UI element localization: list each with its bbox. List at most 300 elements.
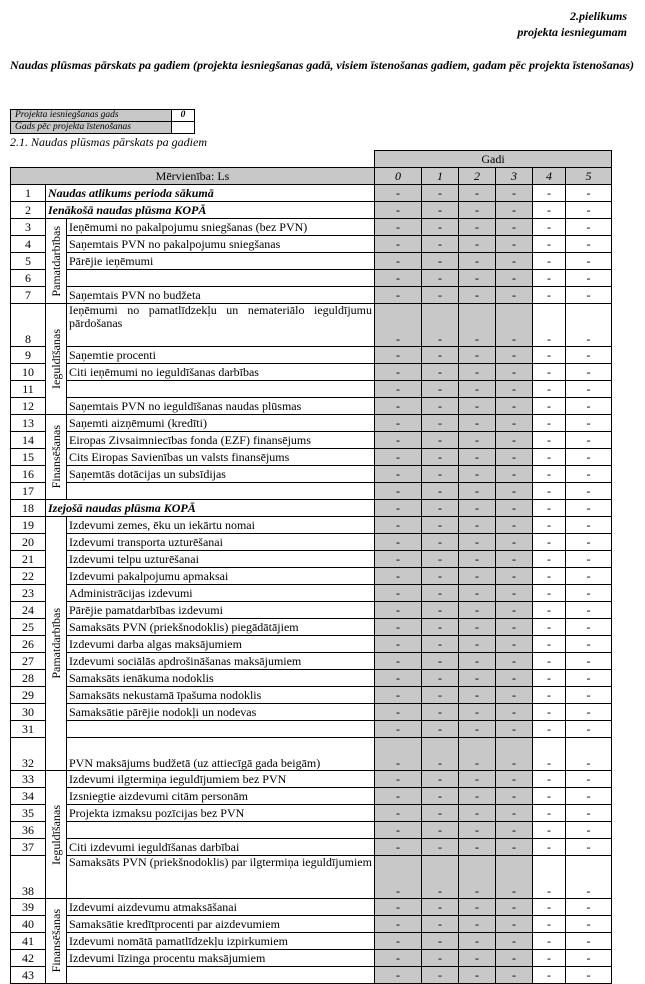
value-cell[interactable]: - (375, 771, 422, 788)
value-cell[interactable]: - (496, 202, 533, 219)
value-cell[interactable]: - (422, 287, 459, 304)
value-cell[interactable]: - (566, 517, 612, 534)
value-cell[interactable]: - (375, 415, 422, 432)
value-cell[interactable]: - (566, 568, 612, 585)
row-label: Ieņēmumi no pakalpojumu sniegšanas (bez PVN) (67, 219, 375, 236)
row-number: 37 (11, 839, 46, 856)
value-cell[interactable]: - (533, 653, 566, 670)
value-cell[interactable]: - (533, 500, 566, 517)
value-cell[interactable]: - (533, 415, 566, 432)
years-header: Gadi (375, 151, 612, 168)
value-cell[interactable]: - (566, 364, 612, 381)
value-cell[interactable]: - (459, 916, 496, 933)
value-cell[interactable]: - (566, 653, 612, 670)
value-cell[interactable]: - (422, 619, 459, 636)
value-cell[interactable]: - (496, 236, 533, 253)
value-cell[interactable]: - (459, 534, 496, 551)
value-cell[interactable]: - (496, 568, 533, 585)
value-cell[interactable]: - (375, 585, 422, 602)
row-label: Izsniegtie aizdevumi citām personām (67, 788, 375, 805)
value-cell[interactable]: - (496, 916, 533, 933)
value-cell[interactable]: - (533, 687, 566, 704)
value-cell[interactable]: - (422, 364, 459, 381)
value-cell[interactable]: - (533, 636, 566, 653)
value-cell[interactable]: - (375, 670, 422, 687)
value-cell[interactable]: - (375, 704, 422, 721)
value-cell[interactable]: - (496, 398, 533, 415)
row-number: 20 (11, 534, 46, 551)
value-cell[interactable]: - (566, 551, 612, 568)
value-cell[interactable]: - (566, 270, 612, 287)
value-cell[interactable]: - (422, 704, 459, 721)
value-cell[interactable]: - (375, 534, 422, 551)
row-number: 29 (11, 687, 46, 704)
table-row (11, 270, 612, 287)
value-cell[interactable]: - (533, 236, 566, 253)
row-label: Izdevumi nomātā pamatlīdzekļu izpirkumiem (67, 933, 375, 950)
value-cell[interactable]: - (459, 287, 496, 304)
value-cell[interactable]: - (496, 381, 533, 398)
value-cell[interactable]: - (533, 670, 566, 687)
value-cell[interactable]: - (375, 466, 422, 483)
value-cell[interactable]: - (375, 304, 422, 347)
value-cell[interactable]: - (459, 950, 496, 967)
value-cell[interactable]: - (375, 738, 422, 771)
value-cell[interactable]: - (533, 466, 566, 483)
value-cell[interactable]: - (566, 236, 612, 253)
table-row (11, 534, 612, 551)
value-cell[interactable]: - (459, 347, 496, 364)
value-cell[interactable]: - (422, 381, 459, 398)
value-cell[interactable]: - (459, 738, 496, 771)
value-cell[interactable]: - (496, 585, 533, 602)
value-cell[interactable]: - (566, 950, 612, 967)
value-cell[interactable]: - (566, 432, 612, 449)
value-cell[interactable]: - (496, 415, 533, 432)
value-cell[interactable]: - (496, 347, 533, 364)
value-cell[interactable]: - (533, 270, 566, 287)
value-cell[interactable]: - (459, 381, 496, 398)
value-cell[interactable]: - (459, 304, 496, 347)
value-cell[interactable]: - (375, 805, 422, 822)
value-cell[interactable]: - (422, 253, 459, 270)
row-number: 34 (11, 788, 46, 805)
value-cell[interactable]: - (566, 202, 612, 219)
row-label: Cits Eiropas Savienības un valsts finansējums (67, 449, 375, 466)
table-row (11, 500, 612, 517)
value-cell[interactable]: - (496, 670, 533, 687)
value-cell[interactable]: - (422, 721, 459, 738)
value-cell[interactable]: - (375, 899, 422, 916)
value-cell[interactable]: - (459, 398, 496, 415)
value-cell[interactable]: - (422, 415, 459, 432)
value-cell[interactable]: - (566, 449, 612, 466)
group-label: Ieguldīšanas (46, 771, 67, 899)
row-number: 9 (11, 347, 46, 364)
value-cell[interactable]: - (459, 839, 496, 856)
value-cell[interactable]: - (422, 822, 459, 839)
value-cell[interactable]: - (566, 687, 612, 704)
row-label (67, 967, 375, 984)
row-number: 7 (11, 287, 46, 304)
value-cell[interactable]: - (566, 500, 612, 517)
value-cell[interactable]: - (459, 551, 496, 568)
table-row (11, 398, 612, 415)
value-cell[interactable]: - (533, 219, 566, 236)
value-cell[interactable]: - (375, 219, 422, 236)
row-label: Izdevumi ilgtermiņa ieguldījumiem bez PVN (67, 771, 375, 788)
value-cell[interactable]: - (566, 738, 612, 771)
value-cell[interactable]: - (422, 899, 459, 916)
value-cell[interactable]: - (496, 534, 533, 551)
value-cell[interactable]: - (422, 202, 459, 219)
value-cell[interactable]: - (566, 602, 612, 619)
value-cell[interactable]: - (496, 805, 533, 822)
value-cell[interactable]: - (459, 449, 496, 466)
value-cell[interactable]: - (422, 687, 459, 704)
value-cell[interactable]: - (496, 856, 533, 899)
value-cell[interactable]: - (566, 466, 612, 483)
value-cell[interactable]: - (459, 483, 496, 500)
value-cell[interactable]: - (566, 933, 612, 950)
value-cell[interactable]: - (459, 185, 496, 202)
value-cell[interactable]: - (375, 916, 422, 933)
value-cell[interactable]: - (422, 839, 459, 856)
row-number: 23 (11, 585, 46, 602)
value-cell[interactable]: - (533, 517, 566, 534)
value-cell[interactable]: - (496, 432, 533, 449)
value-cell[interactable]: - (459, 670, 496, 687)
value-cell[interactable]: - (459, 933, 496, 950)
value-cell[interactable]: - (533, 185, 566, 202)
value-cell[interactable]: - (566, 771, 612, 788)
value-cell[interactable]: - (422, 602, 459, 619)
row-number: 32 (11, 738, 46, 771)
row-number: 18 (11, 500, 46, 517)
value-cell[interactable]: - (375, 185, 422, 202)
value-cell[interactable]: - (496, 364, 533, 381)
value-cell[interactable]: - (422, 805, 459, 822)
value-cell[interactable]: - (422, 270, 459, 287)
value-cell[interactable]: - (375, 967, 422, 984)
value-cell[interactable]: - (375, 619, 422, 636)
value-cell[interactable]: - (496, 721, 533, 738)
table-row (11, 236, 612, 253)
value-cell[interactable]: - (375, 364, 422, 381)
value-cell[interactable]: - (422, 185, 459, 202)
value-cell[interactable]: - (422, 517, 459, 534)
row-label: Samaksātie kredītprocenti par aizdevumiem (67, 916, 375, 933)
value-cell[interactable]: - (496, 253, 533, 270)
table-row (11, 771, 612, 788)
value-cell[interactable]: - (459, 721, 496, 738)
value-cell[interactable]: - (496, 653, 533, 670)
value-cell[interactable]: - (496, 287, 533, 304)
value-cell[interactable]: - (459, 253, 496, 270)
value-cell[interactable]: - (566, 967, 612, 984)
value-cell[interactable]: - (375, 483, 422, 500)
value-cell[interactable]: - (375, 933, 422, 950)
value-cell[interactable]: - (533, 364, 566, 381)
value-cell[interactable]: - (375, 950, 422, 967)
value-cell[interactable]: - (422, 219, 459, 236)
value-cell[interactable]: - (375, 721, 422, 738)
value-cell[interactable]: - (375, 236, 422, 253)
value-cell[interactable]: - (422, 585, 459, 602)
value-cell[interactable]: - (496, 500, 533, 517)
value-cell[interactable]: - (566, 899, 612, 916)
value-cell[interactable]: - (496, 185, 533, 202)
row-number: 31 (11, 721, 46, 738)
value-cell[interactable]: - (566, 805, 612, 822)
row-label: Izdevumi telpu uzturēšanai (67, 551, 375, 568)
value-cell[interactable]: - (375, 500, 422, 517)
value-cell[interactable]: - (375, 687, 422, 704)
value-cell[interactable]: - (533, 899, 566, 916)
row-number: 8 (11, 304, 46, 347)
value-cell[interactable]: - (533, 585, 566, 602)
value-cell[interactable]: - (496, 738, 533, 771)
value-cell[interactable]: - (496, 687, 533, 704)
value-cell[interactable]: - (459, 704, 496, 721)
value-cell[interactable]: - (533, 253, 566, 270)
value-cell[interactable]: - (422, 398, 459, 415)
value-cell[interactable]: - (422, 466, 459, 483)
row-label: Ieņēmumi no pamatlīdzekļu un nemateriālo ieguldījumu pārdošanas (67, 304, 375, 347)
value-cell[interactable]: - (422, 500, 459, 517)
value-cell[interactable]: - (496, 551, 533, 568)
value-cell[interactable]: - (566, 304, 612, 347)
value-cell[interactable]: - (375, 788, 422, 805)
value-cell[interactable]: - (566, 219, 612, 236)
value-cell[interactable]: - (375, 636, 422, 653)
value-cell[interactable]: - (459, 568, 496, 585)
table-row (11, 551, 612, 568)
value-cell[interactable]: - (459, 500, 496, 517)
value-cell[interactable]: - (566, 483, 612, 500)
value-cell[interactable]: - (533, 788, 566, 805)
table-row (11, 466, 612, 483)
value-cell[interactable]: - (375, 602, 422, 619)
value-cell[interactable]: - (533, 483, 566, 500)
value-cell[interactable]: - (459, 636, 496, 653)
value-cell[interactable]: - (422, 304, 459, 347)
value-cell[interactable]: - (375, 517, 422, 534)
value-cell[interactable]: - (375, 432, 422, 449)
value-cell[interactable]: - (496, 602, 533, 619)
value-cell[interactable]: - (566, 287, 612, 304)
value-cell[interactable]: - (566, 788, 612, 805)
row-number: 40 (11, 916, 46, 933)
value-cell[interactable]: - (533, 568, 566, 585)
value-cell[interactable]: - (533, 619, 566, 636)
value-cell[interactable]: - (422, 568, 459, 585)
value-cell[interactable]: - (496, 950, 533, 967)
row-label: Saņemtais PVN no ieguldīšanas naudas plūsmas (67, 398, 375, 415)
value-cell[interactable]: - (459, 364, 496, 381)
value-cell[interactable]: - (533, 822, 566, 839)
value-cell[interactable]: - (459, 899, 496, 916)
value-cell[interactable]: - (496, 704, 533, 721)
value-cell[interactable]: - (566, 822, 612, 839)
value-cell[interactable]: - (533, 534, 566, 551)
value-cell[interactable]: - (422, 933, 459, 950)
value-cell[interactable]: - (533, 839, 566, 856)
value-cell[interactable]: - (422, 916, 459, 933)
value-cell[interactable]: - (533, 721, 566, 738)
value-cell[interactable]: - (496, 466, 533, 483)
value-cell[interactable]: - (496, 967, 533, 984)
value-cell[interactable]: - (459, 236, 496, 253)
value-cell[interactable]: - (533, 738, 566, 771)
value-cell[interactable]: - (566, 585, 612, 602)
value-cell[interactable]: - (459, 619, 496, 636)
value-cell[interactable]: - (459, 687, 496, 704)
year-header: 4 (533, 168, 566, 185)
value-cell[interactable]: - (566, 916, 612, 933)
value-cell[interactable]: - (459, 432, 496, 449)
value-cell[interactable]: - (566, 534, 612, 551)
value-cell[interactable]: - (459, 856, 496, 899)
value-cell[interactable]: - (375, 551, 422, 568)
value-cell[interactable]: - (375, 856, 422, 899)
value-cell[interactable]: - (496, 304, 533, 347)
value-cell[interactable]: - (375, 287, 422, 304)
table-row (11, 839, 612, 856)
value-cell[interactable]: - (533, 449, 566, 466)
value-cell[interactable]: - (566, 415, 612, 432)
value-cell[interactable]: - (459, 771, 496, 788)
value-cell[interactable]: - (533, 432, 566, 449)
value-cell[interactable]: - (459, 602, 496, 619)
value-cell[interactable]: - (566, 381, 612, 398)
row-number: 38 (11, 856, 46, 899)
value-cell[interactable]: - (496, 933, 533, 950)
value-cell[interactable]: - (375, 253, 422, 270)
value-cell[interactable]: - (375, 347, 422, 364)
table-row (11, 185, 612, 202)
value-cell[interactable]: - (422, 534, 459, 551)
value-cell[interactable]: - (496, 839, 533, 856)
value-cell[interactable]: - (459, 967, 496, 984)
value-cell[interactable]: - (533, 202, 566, 219)
value-cell[interactable]: - (422, 788, 459, 805)
value-cell[interactable]: - (459, 585, 496, 602)
value-cell[interactable]: - (533, 933, 566, 950)
value-cell[interactable]: - (422, 771, 459, 788)
value-cell[interactable]: - (533, 347, 566, 364)
value-cell[interactable]: - (496, 517, 533, 534)
value-cell[interactable]: - (375, 449, 422, 466)
value-cell[interactable]: - (533, 916, 566, 933)
value-cell[interactable]: - (533, 398, 566, 415)
value-cell[interactable]: - (533, 551, 566, 568)
row-label: Izdevumi pakalpojumu apmaksai (67, 568, 375, 585)
value-cell[interactable]: - (566, 856, 612, 899)
value-cell[interactable]: - (459, 219, 496, 236)
year-header: 3 (496, 168, 533, 185)
value-cell[interactable]: - (533, 967, 566, 984)
value-cell[interactable]: - (496, 771, 533, 788)
value-cell[interactable]: - (496, 899, 533, 916)
value-cell[interactable]: - (566, 347, 612, 364)
value-cell[interactable]: - (422, 432, 459, 449)
value-cell[interactable]: - (375, 202, 422, 219)
value-cell[interactable]: - (375, 381, 422, 398)
value-cell[interactable]: - (422, 856, 459, 899)
value-cell[interactable]: - (566, 636, 612, 653)
value-cell[interactable]: - (375, 839, 422, 856)
row-label: Ienākošā naudas plūsma KOPĀ (46, 202, 375, 219)
value-cell[interactable]: - (459, 270, 496, 287)
value-cell[interactable]: - (375, 270, 422, 287)
value-cell[interactable]: - (496, 636, 533, 653)
value-cell[interactable]: - (375, 822, 422, 839)
value-cell[interactable]: - (496, 449, 533, 466)
value-cell[interactable]: - (566, 704, 612, 721)
value-cell[interactable]: - (422, 449, 459, 466)
value-cell[interactable]: - (533, 856, 566, 899)
value-cell[interactable]: - (566, 721, 612, 738)
value-cell[interactable]: - (533, 304, 566, 347)
value-cell[interactable]: - (533, 771, 566, 788)
value-cell[interactable]: - (533, 381, 566, 398)
row-label (67, 381, 375, 398)
value-cell[interactable]: - (422, 670, 459, 687)
value-cell[interactable]: - (422, 967, 459, 984)
value-cell[interactable]: - (459, 788, 496, 805)
value-cell[interactable]: - (459, 415, 496, 432)
value-cell[interactable]: - (422, 950, 459, 967)
row-label: Saņemtais PVN no pakalpojumu sniegšanas (67, 236, 375, 253)
value-cell[interactable]: - (566, 619, 612, 636)
value-cell[interactable]: - (375, 398, 422, 415)
value-cell[interactable]: - (422, 347, 459, 364)
value-cell[interactable]: - (496, 483, 533, 500)
value-cell[interactable]: - (533, 950, 566, 967)
value-cell[interactable]: - (566, 670, 612, 687)
value-cell[interactable]: - (496, 270, 533, 287)
value-cell[interactable]: - (533, 704, 566, 721)
value-cell[interactable]: - (422, 636, 459, 653)
value-cell[interactable]: - (533, 287, 566, 304)
value-cell[interactable]: - (566, 839, 612, 856)
value-cell[interactable]: - (496, 619, 533, 636)
table-row (11, 219, 612, 236)
value-cell[interactable]: - (459, 466, 496, 483)
value-cell[interactable]: - (566, 253, 612, 270)
value-cell[interactable]: - (375, 568, 422, 585)
value-cell[interactable]: - (459, 202, 496, 219)
value-cell[interactable]: - (459, 805, 496, 822)
value-cell[interactable]: - (496, 219, 533, 236)
value-cell[interactable]: - (422, 653, 459, 670)
value-cell[interactable]: - (566, 398, 612, 415)
value-cell[interactable]: - (496, 822, 533, 839)
value-cell[interactable]: - (375, 653, 422, 670)
value-cell[interactable]: - (422, 738, 459, 771)
value-cell[interactable]: - (459, 653, 496, 670)
value-cell[interactable]: - (459, 822, 496, 839)
value-cell[interactable]: - (496, 788, 533, 805)
value-cell[interactable]: - (533, 805, 566, 822)
value-cell[interactable]: - (422, 551, 459, 568)
value-cell[interactable]: - (459, 517, 496, 534)
value-cell[interactable]: - (422, 483, 459, 500)
value-cell[interactable]: - (533, 602, 566, 619)
value-cell[interactable]: - (566, 185, 612, 202)
value-cell[interactable]: - (422, 236, 459, 253)
